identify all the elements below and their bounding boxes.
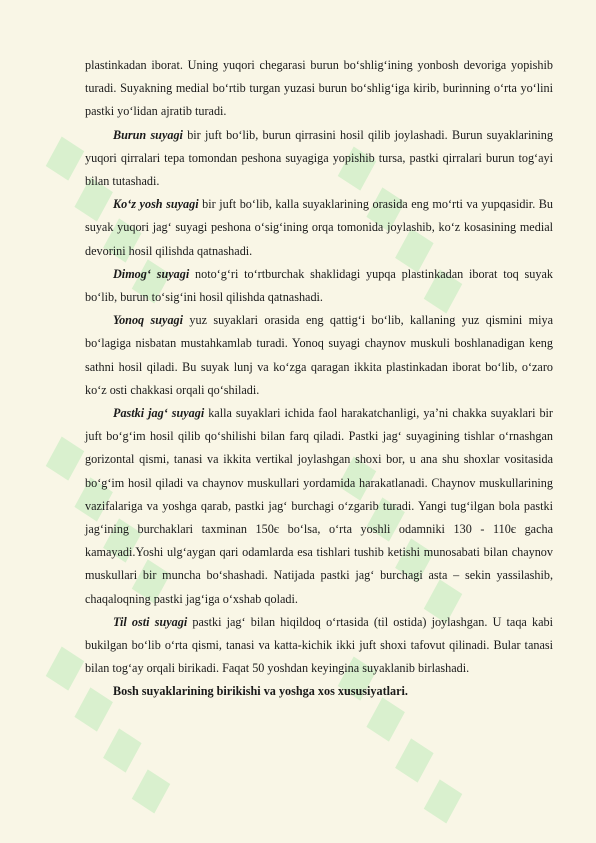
paragraph-burun-suyagi: [85, 124, 553, 194]
paragraph-burun-suyagi-text: bir juft bo‘lib, burun qirrasini hosil qilib joylashadi. Burun suyaklarining yuqori qirralari tepa tomondan peshona suyagiga yopishib tursa, pastki qirralari burun tog‘ayi bilan tutashadi.: [85, 127, 553, 189]
paragraph-intro-text: plastinkadan iborat. Uning yuqori chegarasi burun bo‘shlig‘ining yonbosh devoriga yopishib turadi. Suyakning medial bo‘rtib turgan yuzasi burun bo‘shlig‘iga kirib, burinning o‘rta yo‘lini pastki yo‘lidan ajratib turadi.: [85, 58, 553, 119]
paragraph-pastki-jag-suyagi: [85, 402, 553, 611]
term-burun-suyagi: Burun suyagi: [113, 127, 183, 142]
term-til-osti-suyagi: Til osti suyagi: [113, 614, 188, 629]
paragraph-dimog-suyagi-text: noto‘g‘ri to‘rtburchak shaklidagi yupqa plastinkadan iborat toq suyak bo‘lib, burun to‘sig‘ini hosil qilishda qatnashadi.: [85, 266, 553, 305]
paragraph-yonoq-suyagi: [85, 309, 553, 402]
paragraph-til-osti-suyagi-text: pastki jag‘ bilan hiqildoq o‘rtasida (til ostida) joylashgan. U taqa kabi bukilgan bo‘lib o‘rta qismi, tanasi va katta-kichik ikki juft shoxi tafovut qilinadi. Bular tanasi bilan tog‘ay orqali birikadi. Faqat 50 yoshdan keyingina suyaklanib birlashadi.: [85, 614, 553, 676]
term-dimog-suyagi: Dimog‘ suyagi: [113, 266, 190, 281]
paragraph-koz-yosh-suyagi-text: bir juft bo‘lib, kalla suyaklarining orasida eng mo‘rti va yupqasidir. Bu suyak yuqori jag‘ suyagi peshona o‘sig‘ining orqa tomonida joylashib, ko‘z kosasining medial devorini hosil qilishda qatnashadi.: [85, 197, 554, 258]
term-yonoq-suyagi: Yonoq suyagi: [113, 313, 184, 328]
term-pastki-jag-suyagi: Pastki jag‘ suyagi: [113, 406, 205, 421]
paragraph-dimog-suyagi: [85, 263, 553, 309]
paragraph-koz-yosh-suyagi: [85, 193, 553, 263]
paragraph-pastki-jag-suyagi-text: kalla suyaklari ichida faol harakatchanligi, ya’ni chakka suyaklari bir juft bo‘g‘im hosil qilib qo‘shilishi bilan farq qiladi. Pastki jag‘ suyagining tishlar o‘rnashgan gorizontal qismi, tanasi va ikkita vertikal joylashgan shoxi bor, u ana shu shoxlar vositasida bo‘g‘im hosil qiladi va chaynov muskullari yordamida harakatlanadi. Chaynov muskullarining vazifalariga va yoshga qarab, pastki jag‘ burchagi o‘zgarib turadi. Yangi tug‘ilgan bola pastki jag‘ining burchaklari taxminan 150є bo‘lsa, o‘rta yoshli odamniki 130 - 110є gacha kamayadi.Yoshi ulg‘aygan qari odamlarda esa tishlari tushib ketishi munosabati bilan chaynov muskullari bir muncha bo‘shashadi. Natijada pastki jag‘ burchagi asta – sekin yassilashib, chaqaloqning pastki jag‘iga o‘xshab qoladi.: [85, 406, 553, 606]
term-koz-yosh-suyagi: Ko‘z yosh suyagi: [113, 197, 199, 212]
paragraph-til-osti-suyagi: [85, 611, 553, 681]
paragraph-yonoq-suyagi-text: yuz suyaklari orasida eng qattig‘i bo‘lib, kallaning yuz qismini miya bo‘lagiga nisbatan mustahkamlab turadi. Yonoq suyagi chaynov muskuli boshlanadigan keng sathni hosil qiladi. Bu suyak lunj va ko‘zga qaragan ikkita plastinkadan iborat bo‘lib, o‘zaro ko‘z osti chakkasi orqali qo‘shiladi.: [85, 313, 554, 397]
section-heading: Bosh suyaklarining birikishi va yoshga xos xususiyatlari.: [113, 684, 408, 699]
document-page: [85, 54, 553, 704]
paragraph-intro: [85, 54, 553, 124]
